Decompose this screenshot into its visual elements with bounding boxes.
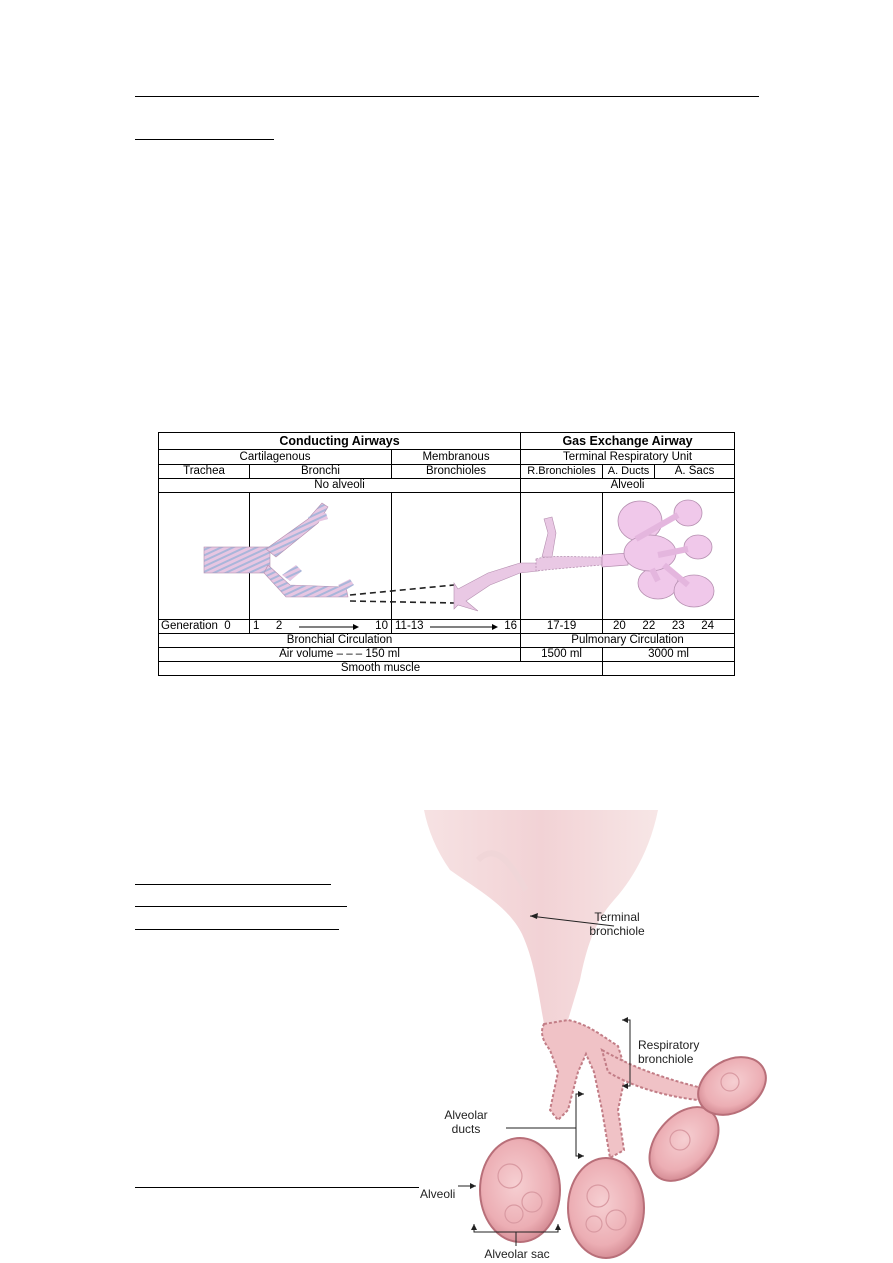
gen-0: 0 <box>224 620 231 632</box>
bronchioles-cell: Bronchioles <box>392 465 521 479</box>
generation-label: Generation <box>161 620 218 632</box>
header-rule <box>135 96 759 97</box>
generation-label-cell <box>159 620 250 634</box>
respiratory-unit-figure <box>418 810 778 1263</box>
heading-underline <box>135 139 274 140</box>
a-ducts-cell: A. Ducts <box>603 465 655 479</box>
lower-bronchus-shape <box>264 565 348 597</box>
gen-22: 22 <box>642 620 656 632</box>
gen-alveoli-cell <box>603 620 735 634</box>
gen-17-19: 17-19 <box>521 620 603 634</box>
volume-1500-cell: 1500 ml <box>521 648 603 662</box>
gas-exchange-header: Gas Exchange Airway <box>521 433 735 450</box>
alveolar-sac-label: Alveolar sac <box>484 1247 550 1261</box>
respiratory-bronchiole-shape <box>536 557 602 572</box>
bronchi-cell: Bronchi <box>250 465 392 479</box>
gen-bronchi-cell <box>250 620 392 634</box>
text-underline-2 <box>135 906 347 907</box>
gen-16: 16 <box>504 620 518 632</box>
airway-generation-table <box>158 432 734 676</box>
text-underline-1 <box>135 884 331 885</box>
gen-2: 2 <box>275 620 283 632</box>
terminal-bronchiole-label: Terminal bronchiole <box>589 910 645 938</box>
respiratory-unit-illustration <box>418 810 778 1263</box>
bronchial-circulation-cell: Bronchial Circulation <box>159 634 521 648</box>
pulmonary-circulation-cell: Pulmonary Circulation <box>521 634 735 648</box>
gen-23: 23 <box>671 620 685 632</box>
empty-cell <box>603 662 735 676</box>
gen-10: 10 <box>375 620 388 632</box>
trachea-shape <box>204 547 270 573</box>
respiratory-bronchiole-label: Respiratory bronchiole <box>638 1038 700 1066</box>
alveolar-sacs-shape <box>602 500 714 607</box>
arrow-13-16 <box>430 623 498 631</box>
smooth-muscle-cell: Smooth muscle <box>159 662 603 676</box>
gen-20: 20 <box>613 620 626 632</box>
volume-3000-cell: 3000 ml <box>603 648 735 662</box>
gen-1: 1 <box>253 620 260 632</box>
respiratory-bronchiole-shape <box>542 1020 626 1158</box>
r-bronchioles-cell: R.Bronchioles <box>521 465 603 479</box>
airway-tree-illustration <box>158 493 734 619</box>
membranous-cell: Membranous <box>392 450 521 465</box>
bronchiole-shape <box>454 563 538 611</box>
conducting-airways-header: Conducting Airways <box>159 433 521 450</box>
alveoli-label: Alveoli <box>420 1187 456 1201</box>
gen-11-13: 11-13 <box>395 620 424 632</box>
cartilagenous-cell: Cartilagenous <box>159 450 392 465</box>
arrow-2-10 <box>299 623 359 631</box>
trachea-cell: Trachea <box>159 465 250 479</box>
upper-bronchus-shape <box>266 503 328 557</box>
a-sacs-cell: A. Sacs <box>655 465 735 479</box>
gen-bronchioles-cell <box>392 620 521 634</box>
no-alveoli-cell: No alveoli <box>159 479 521 493</box>
air-volume-cell: Air volume – – – 150 ml <box>159 648 521 662</box>
gen-24: 24 <box>701 620 714 632</box>
text-underline-3 <box>135 929 339 930</box>
terminal-respiratory-unit-cell: Terminal Respiratory Unit <box>521 450 735 465</box>
alveoli-cell: Alveoli <box>521 479 735 493</box>
alveolar-ducts-label: Alveolar ducts <box>444 1108 488 1136</box>
alveoli-pointer-rule <box>135 1187 419 1188</box>
